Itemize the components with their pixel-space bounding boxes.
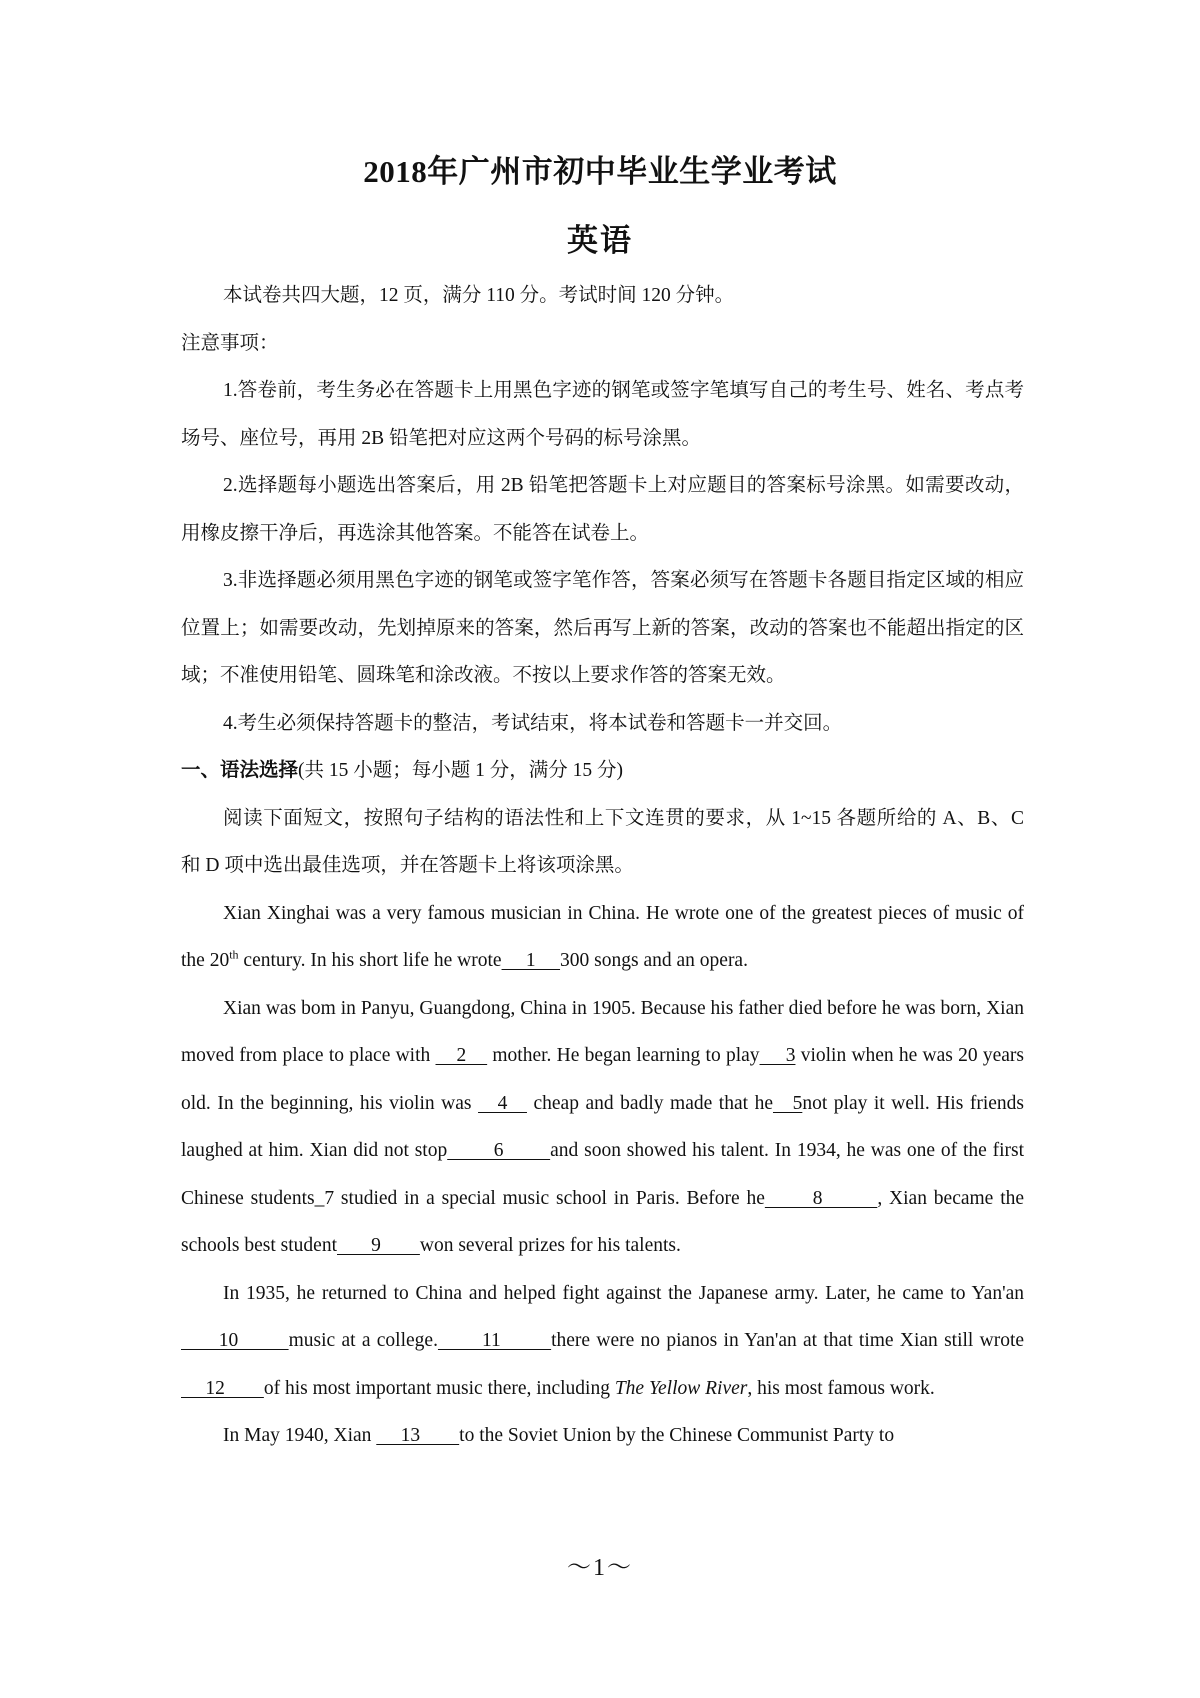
blank-4: 4 — [478, 1092, 527, 1114]
passage-text: cheap and badly made that he — [526, 1092, 773, 1114]
blank-3: 3 — [759, 1045, 796, 1066]
blank-5: 5 — [772, 1092, 803, 1114]
notice-heading: 注意事项： — [181, 332, 279, 354]
passage-text: 300 songs and an opera. — [560, 950, 748, 971]
section-instructions: 阅读下面短文，按照句子结构的语法性和上下文连贯的要求，从 1~15 各题所给的 A、B、C 和 D 项中选出最佳选项，并在答题卡上将该项涂黑。 — [181, 807, 1024, 876]
blank-12: 12 — [181, 1377, 264, 1399]
passage-text: century. In his short life he wrote — [238, 950, 502, 971]
section-heading — [181, 747, 1024, 795]
passage-text: there were no pianos in Yan'an at that time Xian still wrote — [551, 1330, 1025, 1351]
section-heading-title: 一、语法选择 — [181, 760, 299, 781]
passage-text: won several prizes for his talents. — [419, 1235, 681, 1256]
passage-text: of his most important music there, including — [263, 1377, 615, 1399]
section-heading-note: (共 15 小题；每小题 1 分，满分 15 分) — [298, 760, 624, 781]
exam-title: 2018年广州市初中毕业生学业考试 — [363, 154, 837, 189]
passage-paragraph — [181, 890, 1024, 985]
blank-9: 9 — [337, 1235, 420, 1256]
blank-13: 13 — [376, 1425, 460, 1446]
blank-2: 2 — [435, 1045, 488, 1066]
notice-item: 1.答卷前，考生务必在答题卡上用黑色字迹的钢笔或签字笔填写自己的考生号、姓名、考点考场号、座位号，再用 2B 铅笔把对应这两个号码的标号涂黑。 — [181, 380, 1024, 449]
passage-paragraph — [181, 985, 1024, 1270]
passage-text: In May 1940, Xian — [223, 1425, 377, 1446]
passage-text: , Xian became the schools best student — [181, 1187, 1025, 1256]
passage-text: to the Soviet Union by the Chinese Communist Party to — [459, 1425, 895, 1446]
passage-text: mother. He began learning to play — [487, 1045, 760, 1066]
notice-item: 4.考生必须保持答题卡的整洁，考试结束，将本试卷和答题卡一并交回。 — [223, 712, 843, 734]
passage-text: In 1935, he returned to China and helped fight against the Japanese army. Later, he came to Yan'an — [223, 1282, 1024, 1304]
blank-1: 1 — [501, 950, 561, 971]
notice-item: 3.非选择题必须用黑色字迹的钢笔或签字笔作答，答案必须写在答题卡各题目指定区域的相应位置上；如需要改动，先划掉原来的答案，然后再写上新的答案，改动的答案也不能超出指定的区域；不准使用铅笔、圆珠笔和涂改液。不按以上要求作答的答案无效。 — [181, 570, 1024, 686]
passage-text: Xian was bom in Panyu, Guangdong, China in 1905. Because his father died before he was born, Xian moved from place to place with — [181, 997, 1024, 1066]
blank-10: 10 — [181, 1330, 289, 1351]
passage-text: Xian Xinghai was a very famous musician in China. He wrote one of the greatest pieces of music of the 20 — [181, 902, 1024, 971]
notice-item: 2.选择题每小题选出答案后，用 2B 铅笔把答题卡上对应题目的答案标号涂黑。如需要改动，用橡皮擦干净后，再选涂其他答案。不能答在试卷上。 — [181, 475, 1024, 544]
passage-paragraph — [181, 1270, 1024, 1413]
exam-summary: 本试卷共四大题，12 页，满分 110 分。考试时间 120 分钟。 — [223, 285, 735, 306]
blank-6: 6 — [447, 1140, 551, 1161]
passage-text: violin when he was 20 years old. In the beginning, his violin was — [181, 1045, 1024, 1114]
passage-text: not play it well. His friends laughed at him. Xian did not stop — [181, 1092, 1024, 1161]
blank-8: 8 — [764, 1187, 878, 1209]
superscript: th — [229, 947, 239, 962]
blank-11: 11 — [437, 1330, 552, 1351]
page-number: ～1～ — [567, 1555, 633, 1581]
exam-body — [181, 272, 1024, 1460]
passage-text: music at a college. — [288, 1330, 438, 1351]
passage-text: and soon showed his talent. In 1934, he was one of the first Chinese students_7 studied in a special music school in Paris. Before he — [181, 1140, 1024, 1209]
subject-title: 英语 — [567, 223, 633, 258]
passage-text: , his most famous work. — [747, 1377, 935, 1399]
passage-paragraph — [181, 1412, 1024, 1460]
work-title: The Yellow River — [614, 1377, 748, 1399]
